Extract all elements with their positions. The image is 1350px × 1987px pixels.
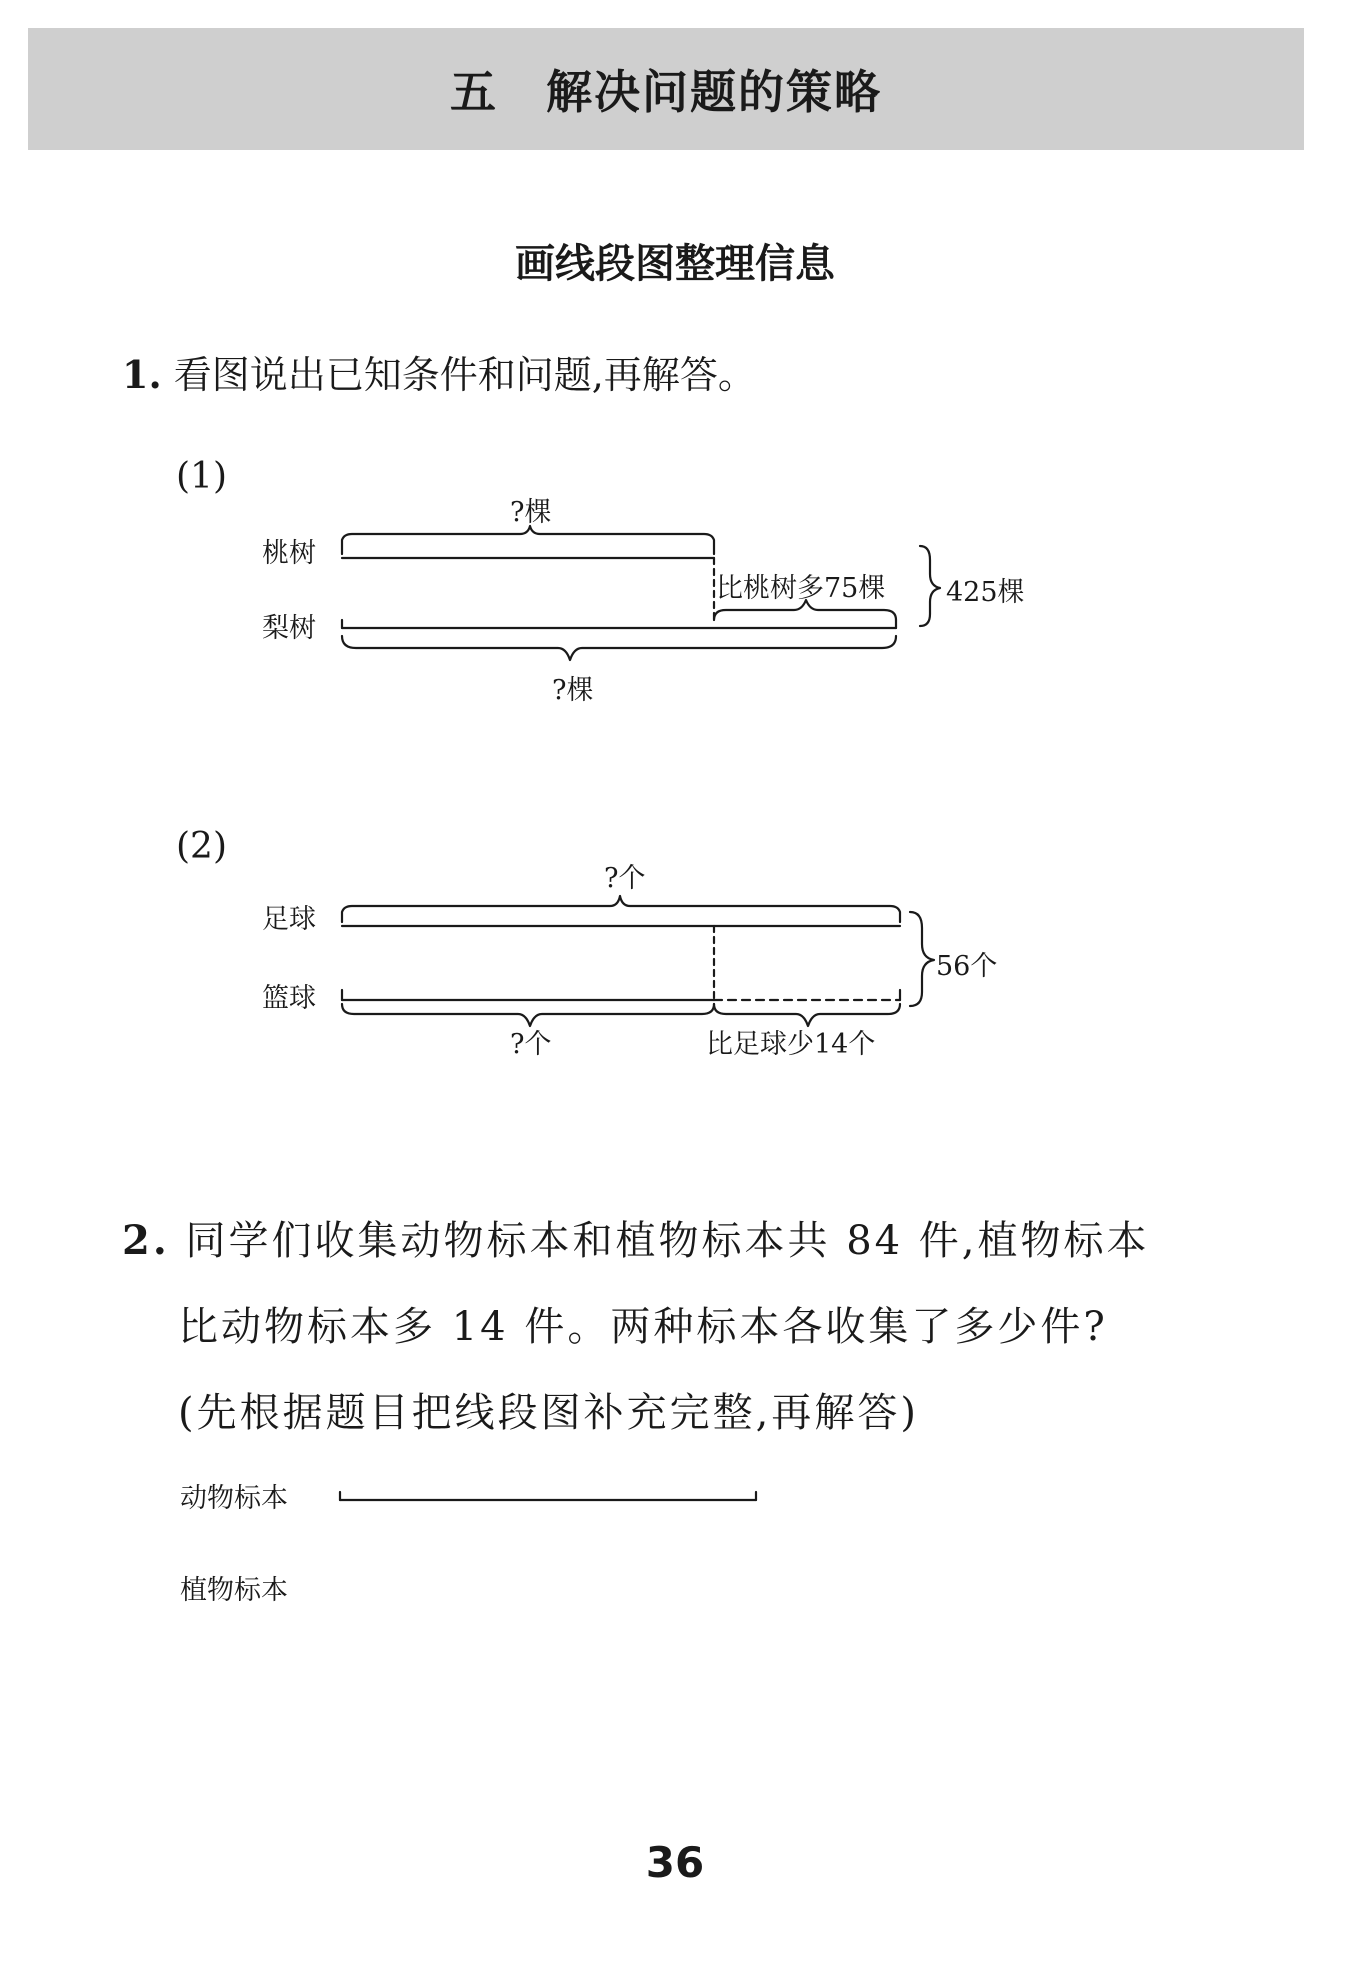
more-than-peach-label: 比桃树多75棵 <box>716 573 886 604</box>
difference-brace <box>714 1004 900 1026</box>
question-1-number: 1. <box>122 352 162 397</box>
question-2-line-1: 同学们收集动物标本和植物标本共 84 件,植物标本 <box>185 1218 1150 1264</box>
basketball-unknown-label: ?个 <box>510 1029 552 1060</box>
pear-tree-label: 梨树 <box>262 613 316 644</box>
total-trees-label: 425棵 <box>946 577 1025 608</box>
pear-unknown-label: ?棵 <box>552 675 594 706</box>
pear-tree-segment <box>342 620 896 628</box>
basketball-segment <box>342 990 900 1000</box>
plant-specimen-label: 植物标本 <box>180 1575 288 1606</box>
question-2-line-3: (先根据题目把线段图补充完整,再解答) <box>178 1390 919 1436</box>
football-unknown-label: ?个 <box>604 863 646 894</box>
peach-unknown-label: ?棵 <box>510 497 552 528</box>
question-2-line-2: 比动物标本多 14 件。两种标本各收集了多少件? <box>178 1304 1108 1350</box>
part-1-label: (1) <box>176 456 227 497</box>
football-label: 足球 <box>262 904 316 935</box>
question-1-text: 看图说出已知条件和问题,再解答。 <box>173 353 756 397</box>
total-balls-label: 56个 <box>936 951 998 982</box>
animal-specimen-label: 动物标本 <box>180 1483 288 1514</box>
page-number: 36 <box>645 1838 705 1887</box>
total-trees-brace <box>920 546 940 626</box>
football-segment <box>342 896 900 926</box>
fewer-than-football-label: 比足球少14个 <box>706 1029 876 1060</box>
question-2-number: 2. <box>122 1217 170 1264</box>
chapter-title: 五 解决问题的策略 <box>450 65 882 119</box>
part-2-label: (2) <box>176 826 227 867</box>
total-balls-brace <box>910 912 934 1006</box>
peach-tree-label: 桃树 <box>262 538 316 569</box>
basketball-known-brace <box>342 1004 714 1026</box>
basketball-label: 篮球 <box>262 983 316 1014</box>
pear-total-brace <box>342 636 896 660</box>
peach-tree-segment <box>342 526 714 558</box>
extra-part-brace <box>714 600 896 620</box>
animal-specimen-segment <box>340 1492 756 1500</box>
section-title: 画线段图整理信息 <box>515 241 835 287</box>
